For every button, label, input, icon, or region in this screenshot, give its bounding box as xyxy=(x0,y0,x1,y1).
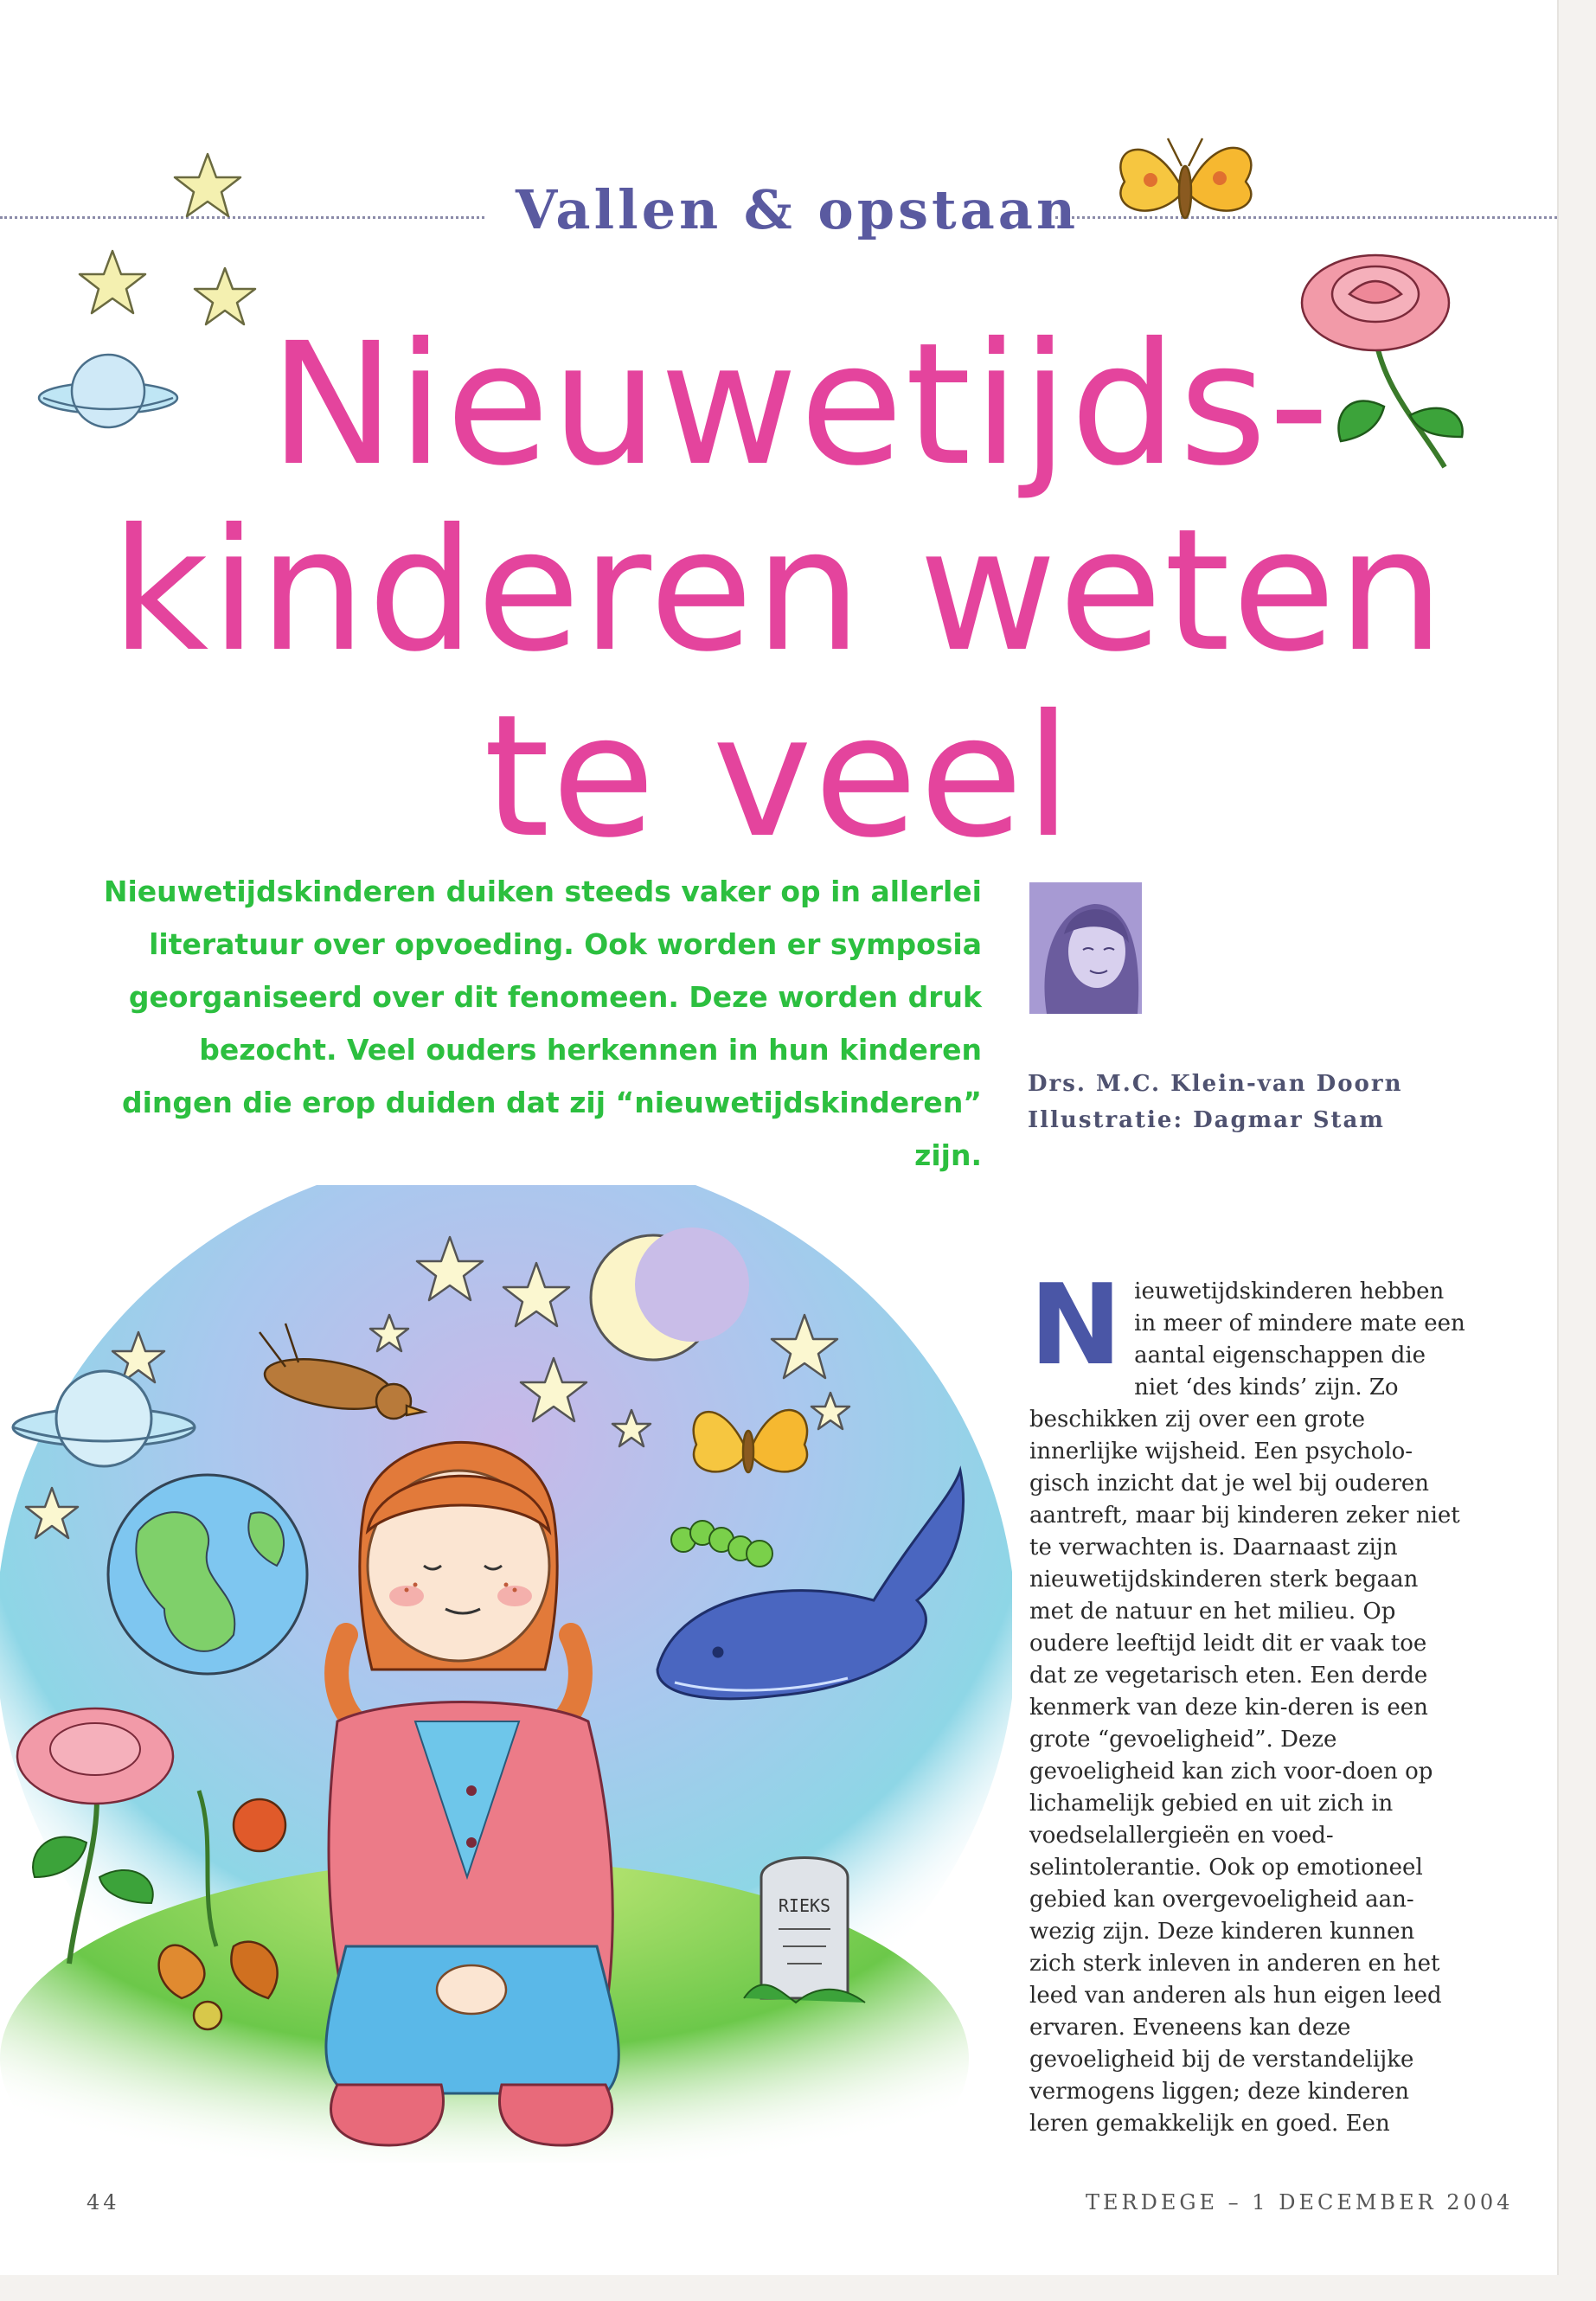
author-portrait xyxy=(1029,882,1142,1014)
main-illustration xyxy=(0,1185,1012,2163)
article-headline xyxy=(104,306,1453,875)
section-label: Vallen & opstaan xyxy=(516,178,1080,241)
star-icon xyxy=(175,154,240,216)
drop-cap: N xyxy=(1029,1261,1123,1390)
headline-line-1: Nieuwetijds- xyxy=(269,306,1331,503)
earth-icon xyxy=(108,1475,307,1674)
page-number: 44 xyxy=(87,2190,120,2214)
author-name: Drs. M.C. Klein-van Doorn xyxy=(1028,1071,1403,1097)
butterfly-icon xyxy=(1099,112,1272,251)
gravestone-text: RIEKS xyxy=(778,1895,831,1916)
star-icon xyxy=(80,251,145,313)
gravestone-icon xyxy=(744,1858,865,2003)
headline-line-2: kinderen weten xyxy=(111,492,1446,689)
byline xyxy=(1028,1066,1403,1138)
body-text-column xyxy=(1029,1261,1466,2140)
headline-line-3: te veel xyxy=(484,678,1074,875)
lead-paragraph: Nieuwetijdskinderen duiken steeds vaker op in allerlei literatuur over opvoeding. Ook worden er symposia georganiseerd over dit fenomeen. Deze worden druk bezocht. Veel ouders herkennen in hun kinderen dingen die erop duiden dat zij “nieuwetijdskinderen” zijn. xyxy=(103,875,982,1172)
body-paragraph: ieuwetijdskinderen hebben in meer of mindere mate een aantal eigenschappen die niet ‘des kinds’ zijn. Zo beschikken zij over een grote innerlijke wijsheid. Een psycholo-gisch inzicht dat je wel bij ouderen aantreft, maar bij kinderen zeker niet te verwachten is. Daarnaast zijn nieuwetijdskinderen sterk begaan met de natuur en het milieu. Op oudere leeftijd leidt dit er vaak toe dat ze vegetarisch eten. Een derde kenmerk van deze kin-deren is een grote “gevoeligheid”. Deze gevoeligheid kan zich voor-doen op lichamelijk gebied en uit zich in voedselallergieën en voed-selintolerantie. Ook op emotioneel gebied kan overgevoeligheid aan-wezig zijn. Deze kinderen kunnen zich sterk inleven in anderen en het leed van anderen als hun eigen leed ervaren. Eveneens kan deze gevoeligheid bij de verstandelijke vermogens liggen; deze kinderen leren gemakkelijk en goed. Een xyxy=(1029,1279,1465,2137)
publication-line: TERDEGE – 1 DECEMBER 2004 xyxy=(1086,2190,1514,2214)
illustrator-credit: Illustratie: Dagmar Stam xyxy=(1028,1107,1385,1133)
